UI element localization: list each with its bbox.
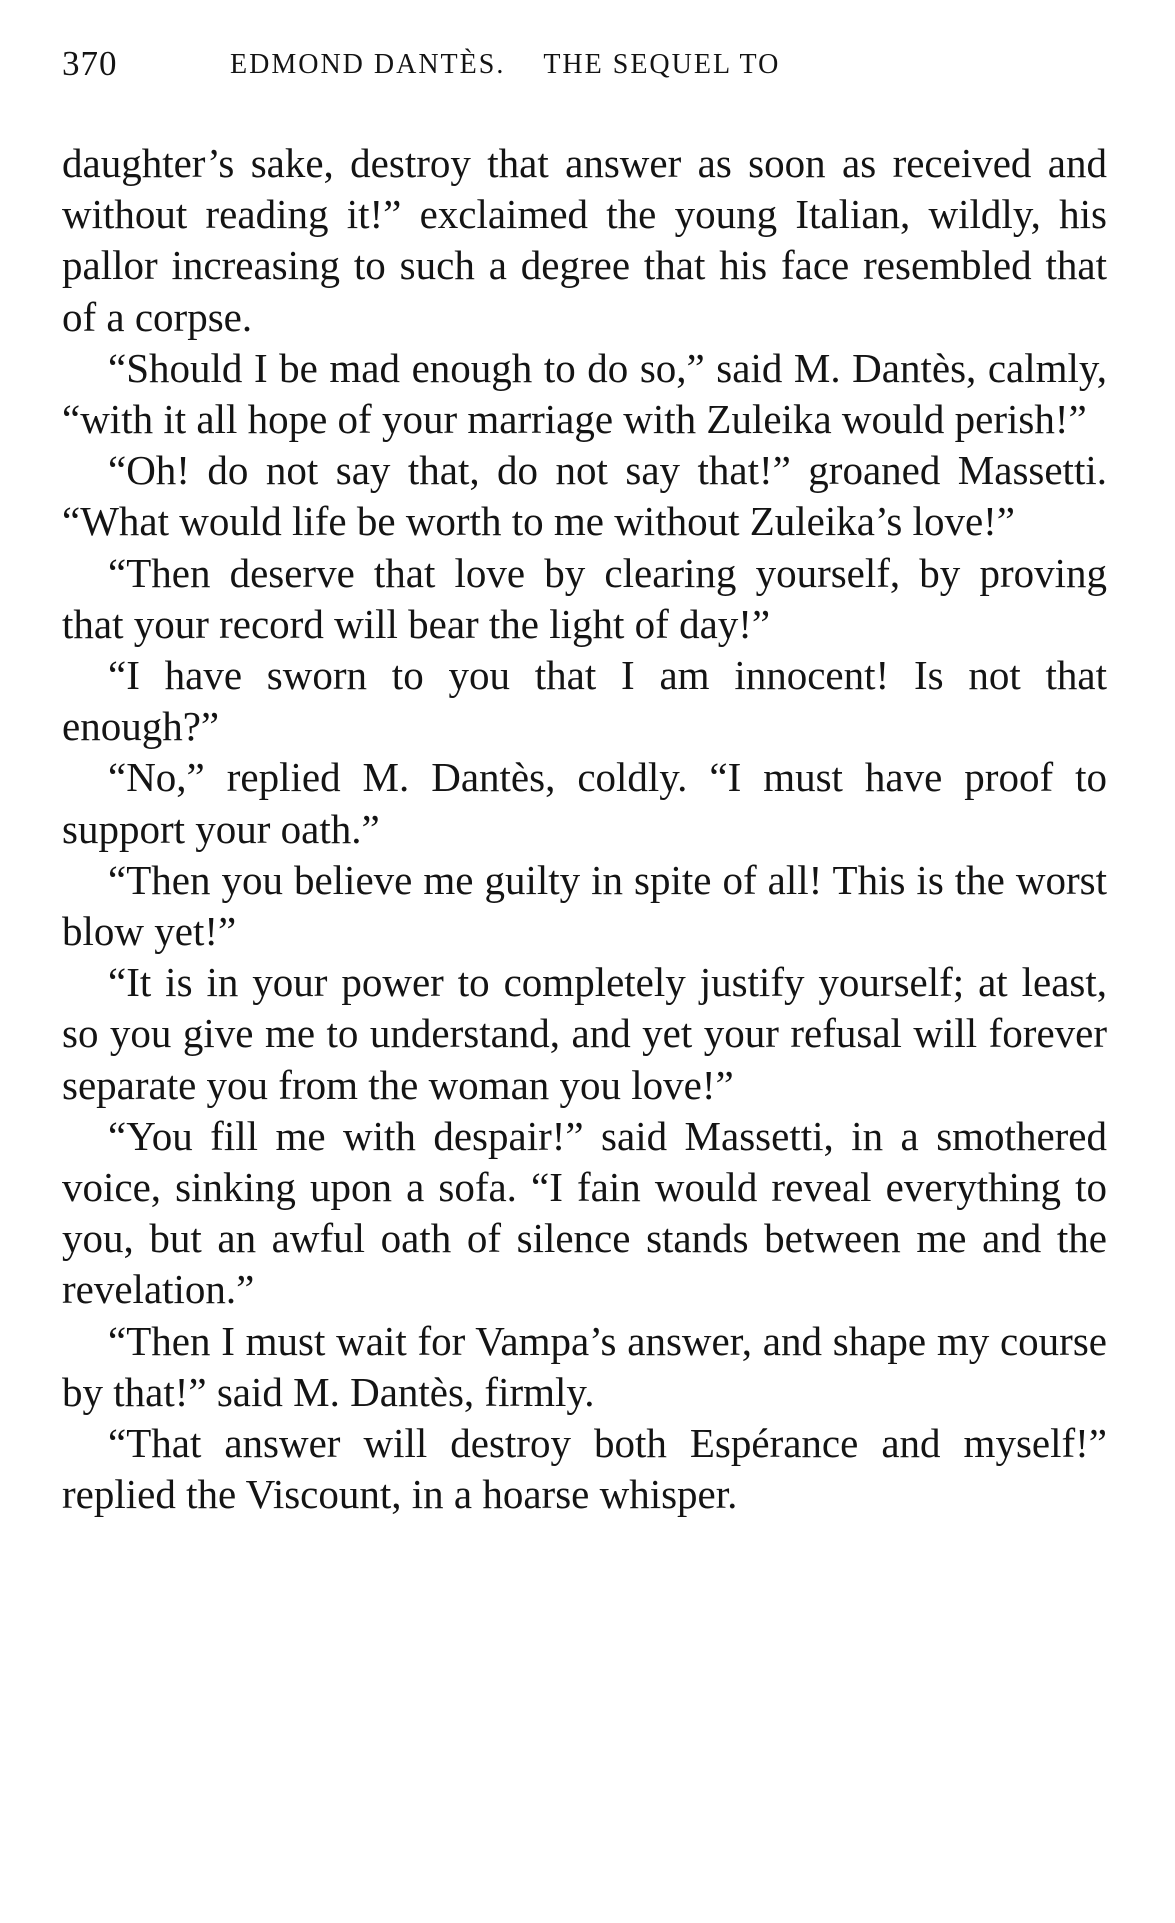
paragraph: “Then you believe me guilty in spite of all! This is the worst blow yet!”: [62, 856, 1107, 955]
body-text: [62, 138, 1107, 1520]
paragraph-continued: daughter’s sake, destroy that answer as soon as received and without reading it!” exclaimed the young Italian, wildly, his pallor increasing to such a degree that his face resembled that of a corpse.: [62, 140, 1107, 340]
paragraph: “You fill me with despair!” said Massetti, in a smothered voice, sinking upon a sofa. “I fain would reveal everything to you, but an awful oath of silence stands between me and the revelation.”: [62, 1112, 1107, 1313]
paragraph: “Oh! do not say that, do not say that!” groaned Massetti. “What would life be worth to me without Zuleika’s love!”: [62, 447, 1107, 545]
page-number: 370: [62, 44, 118, 83]
paragraph: “It is in your power to completely justify yourself; at least, so you give me to understand, and yet your refusal will forever separate you from the woman you love!”: [62, 959, 1107, 1108]
paragraph: “That answer will destroy both Espérance and myself!” replied the Viscount, in a hoarse whisper.: [62, 1420, 1107, 1518]
paragraph: “Then deserve that love by clearing yourself, by proving that your record will bear the light of day!”: [62, 549, 1107, 647]
running-title-part-2: THE SEQUEL TO: [543, 49, 781, 80]
paragraph: “I have sworn to you that I am innocent! Is not that enough?”: [62, 652, 1107, 750]
paragraph: “Then I must wait for Vampa’s answer, and shape my course by that!” said M. Dantès, firmly.: [62, 1317, 1107, 1415]
running-title-part-1: EDMOND DANTÈS.: [230, 49, 506, 80]
paragraph: “No,” replied M. Dantès, coldly. “I must have proof to support your oath.”: [62, 754, 1107, 852]
running-title: [230, 49, 780, 81]
running-head: [62, 44, 1112, 94]
paragraph: “Should I be mad enough to do so,” said M. Dantès, calmly, “with it all hope of your marriage with Zuleika would perish!”: [62, 344, 1107, 443]
